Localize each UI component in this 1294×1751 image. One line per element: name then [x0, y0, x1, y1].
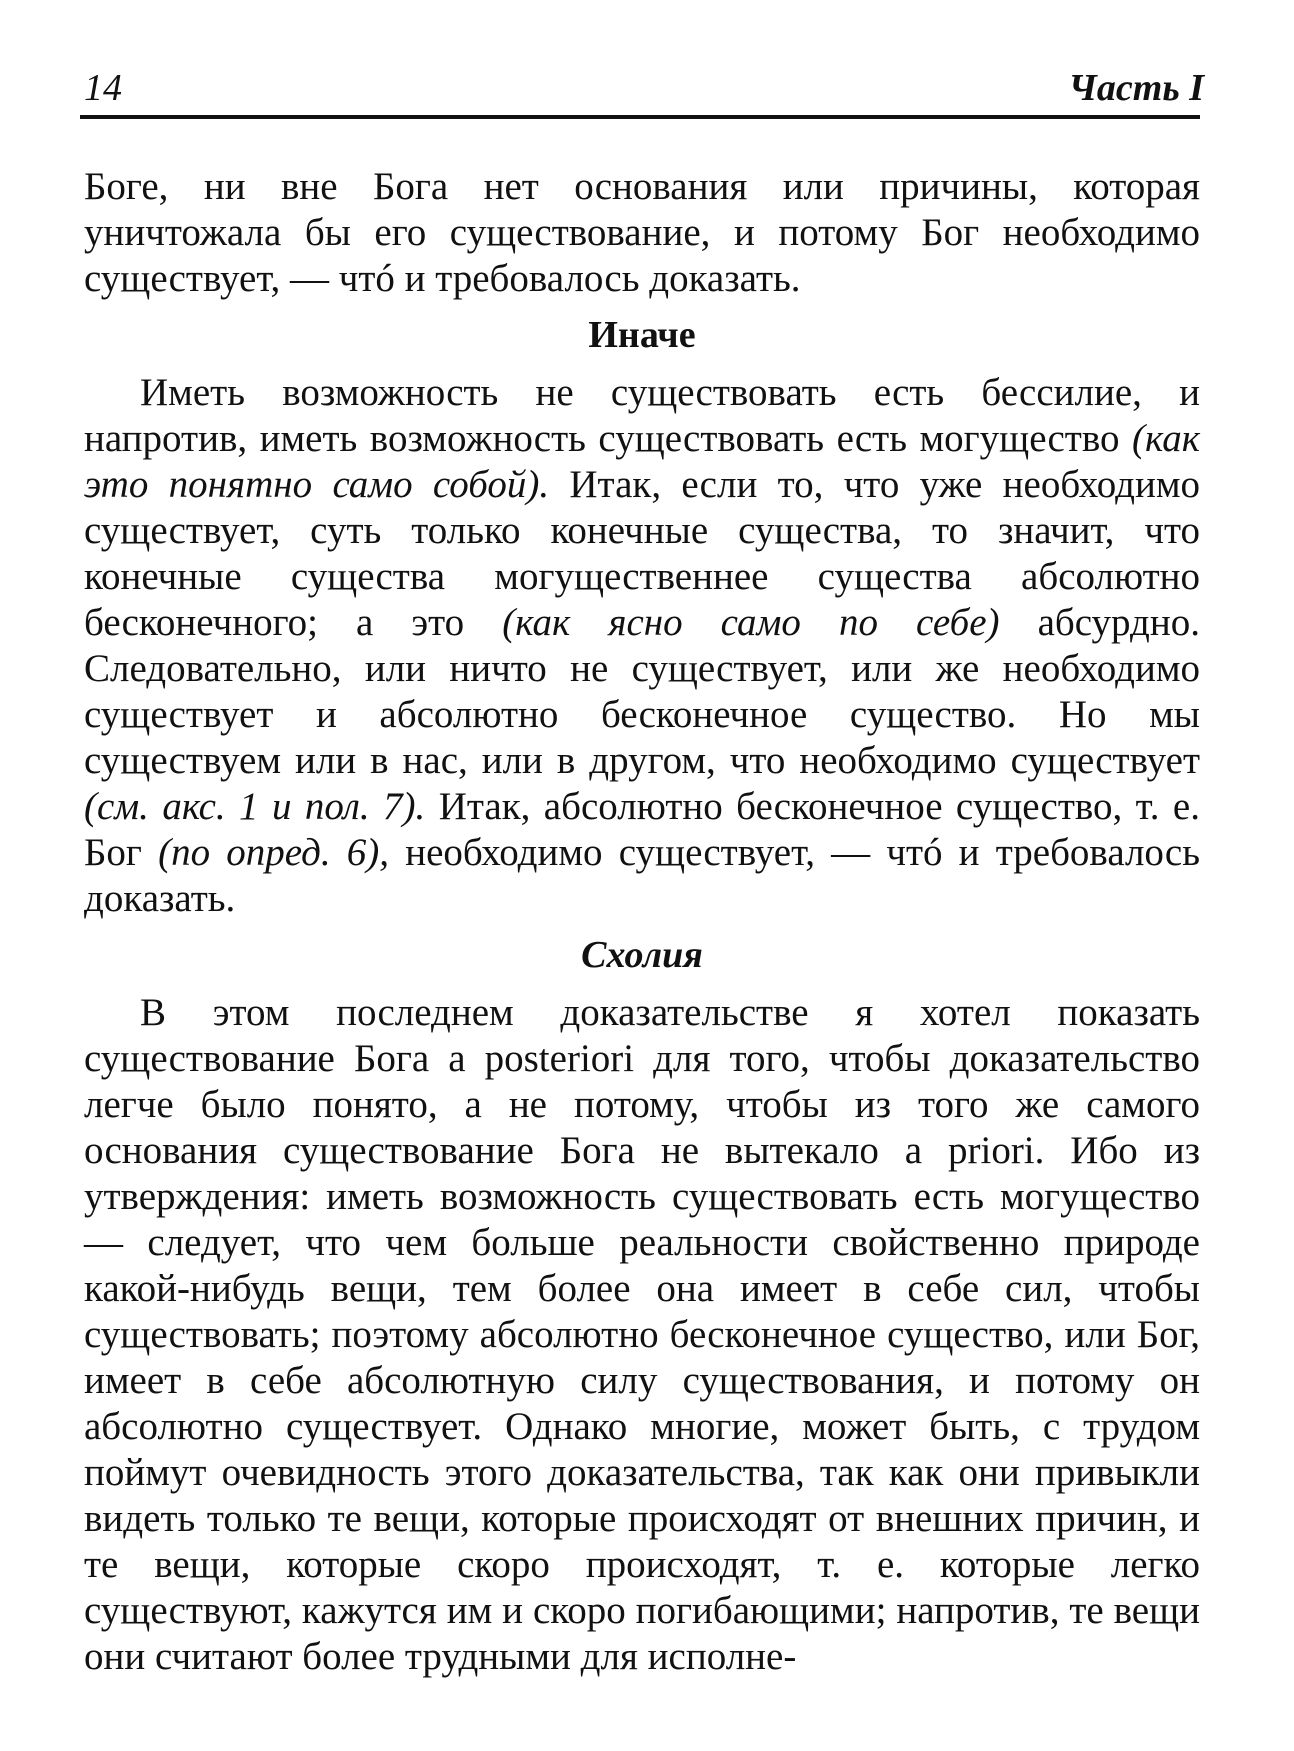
paragraph-continuation: Боге, ни вне Бога нет основания или причины, которая уничтожала бы его существование, и потому Бог необходимо существует, — чтó и требовалось доказать.	[84, 165, 1200, 300]
header-rule	[80, 115, 1200, 119]
italic-reference: (по опред. 6),	[158, 831, 390, 874]
section-heading-scholium: Схолия	[581, 934, 703, 976]
page-number: 14	[84, 67, 122, 109]
section-heading-inache: Иначе	[588, 314, 696, 356]
text-run: абсурдно. Следовательно, или ничто не существует, или же необходимо существует и абсолютно бесконечное существо. Но мы существуем или в нас, или в другом, что необходимо существует	[84, 601, 1201, 782]
paragraph-alternative-proof	[84, 370, 1200, 922]
part-title: Часть I	[1068, 67, 1204, 109]
text-run: необходимо существует, — чтó и требовалось доказать.	[84, 831, 1201, 920]
running-head	[84, 62, 1204, 114]
body-text	[84, 164, 1200, 1680]
paragraph-scholium: В этом последнем доказательстве я хотел показать существование Бога a posteriori для того, чтобы доказательство легче было понято, а не потому, чтобы из того же самого основания существование Бога не вытекало a priori. Ибо из утверждения: иметь возможность существовать есть могущество — следует, что чем больше реальности свойственно природе какой-нибудь вещи, тем более она имеет в себе сил, чтобы существовать; поэтому абсолютно бесконечное существо, или Бог, имеет в себе абсолютную силу существования, и потому он абсолютно существует. Однако многие, может быть, с трудом поймут очевидность этого доказательства, так как они привыкли видеть только те вещи, которые происходят от внешних причин, и те вещи, которые скоро происходят, т. е. которые легко существуют, кажутся им и скоро погибающими; напротив, те вещи они считают более трудными для исполне-	[84, 991, 1200, 1678]
italic-remark: (как это понятно само собой).	[84, 417, 1200, 506]
italic-reference: (см. акс. 1 и пол. 7).	[84, 785, 426, 828]
text-run: Иметь возможность не существовать есть бессилие, и напротив, иметь возможность существовать есть могущество	[84, 371, 1200, 460]
text-run: Итак, абсолютно бесконечное существо, т. е. Бог	[84, 785, 1200, 874]
italic-remark: (как ясно само по себе)	[502, 601, 1000, 644]
text-run: Итак, если то, что уже необходимо существует, суть только конечные существа, то значит, что конечные существа могущественнее существа абсолютно бесконечного; а это	[84, 463, 1200, 644]
